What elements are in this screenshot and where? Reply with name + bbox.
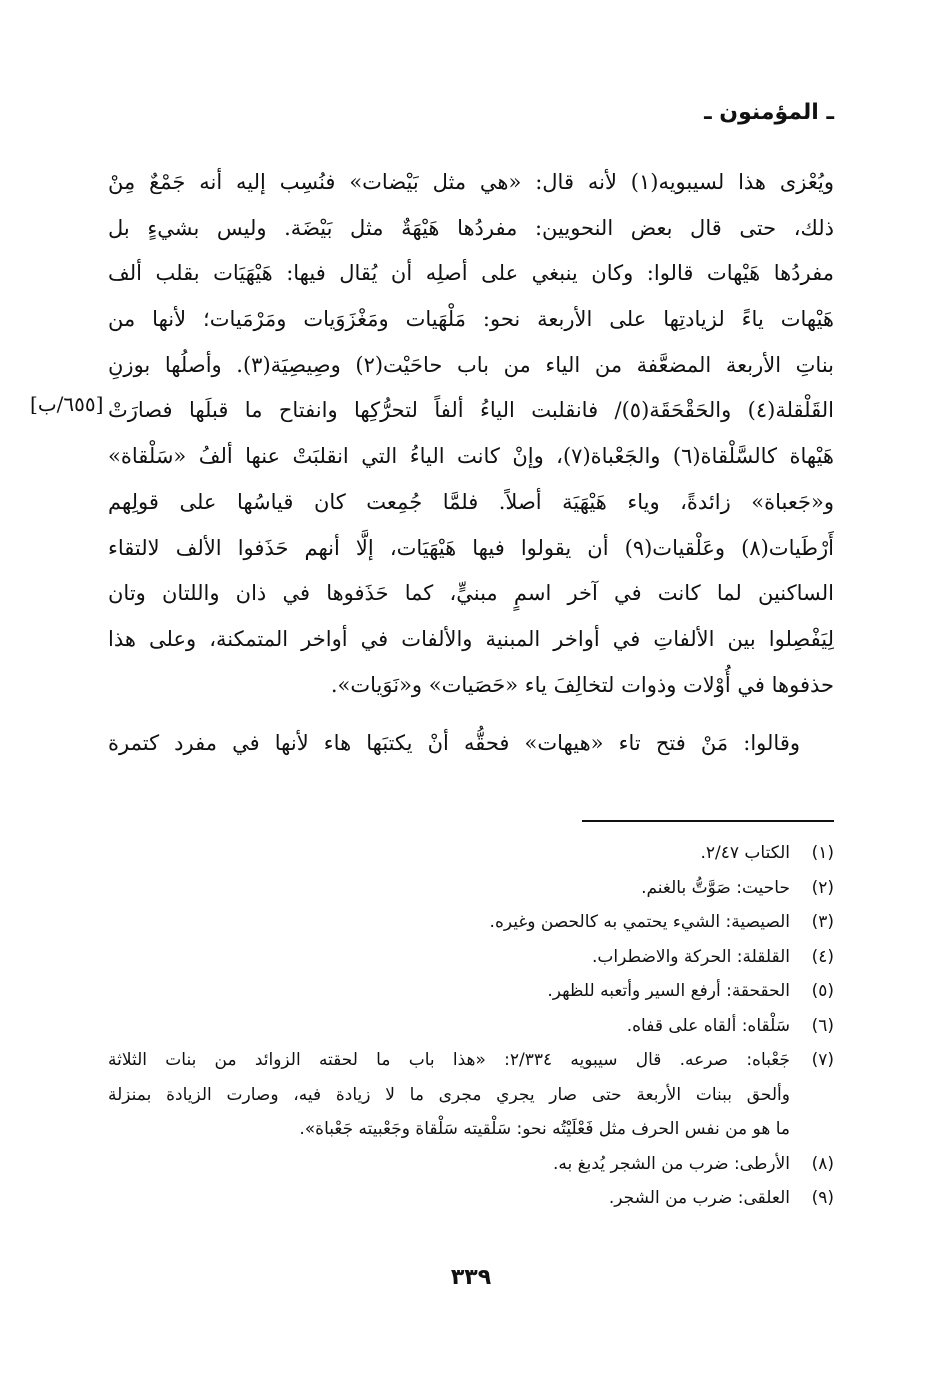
text-line: بناتِ الأربعة المضعَّفة من الياء من باب حاحَيْت(٢) وصِيصِيَة(٣). وأصلُها بوزنِ xyxy=(108,352,834,377)
text-line: هَيْهات ياءً لزيادتِها على الأربعة نحو: مَلْهَيات ومَغْزَوَيات ومَرْمَيات؛ لأنها من xyxy=(108,307,834,332)
footnote-text: سَلْقاه: ألقاه على قفاه. xyxy=(626,1015,790,1036)
footnote xyxy=(108,836,834,871)
footnotes xyxy=(108,836,834,1216)
footnote-text: القلقلة: الحركة والاضطراب. xyxy=(592,946,790,967)
text-line: مفردُها هَيْهات قالوا: وكان ينبغي على أصلِه أن يُقال فيها: هَيْهَيَات بقلب ألف xyxy=(108,261,834,286)
footnote-number: (٢) xyxy=(811,877,834,898)
text-line: هَيْهاة كالسَّلْقاة(٦) والجَعْباة(٧)، وإنْ كانت الياءُ التي انقلبَتْ عنها ألفُ «سَلْقاة» xyxy=(108,444,834,469)
footnote-number: (٧) xyxy=(811,1050,834,1070)
main-text xyxy=(108,160,834,708)
footnote-text: ما هو من نفس الحرف مثل فَعْلَيْتُه نحو: سَلْقيته سَلْقاة وجَعْبيته جَعْباة». xyxy=(299,1119,790,1139)
footnote-text: حاحيت: صَوَّتُّ بالغنم. xyxy=(641,877,790,898)
footnote xyxy=(108,940,834,975)
footnote-number: (٩) xyxy=(811,1188,834,1208)
text-line: الساكنين لما كانت في آخر اسمٍ مبنيٍّ، كما حَذَفوها في ذان واللتان وتان xyxy=(108,581,834,606)
text-line: و«جَعباة» زائدةً، وياء هَيْهَيَة أصلاً. فلمَّا جُمِعت كان قياسُها على قولِهم xyxy=(108,489,834,514)
manuscript-folio-note: [٦٥٥/ب] xyxy=(30,392,104,416)
footnote-text: الكتاب ٢/٤٧. xyxy=(700,843,790,863)
footnote xyxy=(108,1009,834,1044)
footnote-number: (٦) xyxy=(811,1015,834,1036)
text-line: أَرْطَيات(٨) وعَلْقيات(٩) أن يقولوا فيها هَيْهَيَات، إلَّا أنهم حَذَفوا الألف لالتقاء xyxy=(108,535,834,560)
footnote-number: (٣) xyxy=(811,912,834,932)
page-number: ٣٣٩ xyxy=(450,1265,492,1290)
text-line: ويُعْزى هذا لسيبويه(١) لأنه قال: «هي مثل بَيْضات» فنُسِب إليه أنه جَمْعٌ مِنْ xyxy=(108,170,834,194)
footnote-number: (٥) xyxy=(811,981,834,1001)
footnote-number: (٤) xyxy=(811,946,834,967)
paragraph-start-line: وقالوا: مَنْ فتح تاء «هيهات» فحقُّه أنْ يكتبَها هاء لأنها في مفرد كتمرة xyxy=(108,731,800,755)
footnote xyxy=(108,871,834,906)
running-header: ـ المؤمنون ـ xyxy=(704,100,834,125)
footnote xyxy=(108,1181,834,1216)
footnote xyxy=(108,1043,834,1147)
footnote-number: (١) xyxy=(811,843,834,863)
text-line: حذفوها في أُوْلات وذوات لتخالِفَ ياء «حَصَيات» و«نَوَيات». xyxy=(330,672,834,697)
footnote-number: (٨) xyxy=(811,1153,834,1174)
footnote-text: وألحق ببنات الأربعة حتى صار يجري مجرى ما لا زيادة فيه، وصارت الزيادة بمنزلة xyxy=(108,1084,790,1105)
footnote-text: جَعْباه: صرعه. قال سيبويه ٢/٣٣٤: «هذا باب ما لحقته الزوائد من بنات الثلاثة xyxy=(108,1050,790,1070)
footnote xyxy=(108,1147,834,1182)
footnote xyxy=(108,974,834,1009)
footnote-text: الأرطى: ضرب من الشجر يُدبغ به. xyxy=(552,1153,790,1174)
text-line: ذلك، حتى قال بعض النحويين: مفردُها هَيْهَةٌ مثل بَيْضَة. وليس بشيءٍ بل xyxy=(108,215,834,240)
footnote xyxy=(108,905,834,940)
footnote-separator xyxy=(582,820,834,822)
footnote-text: الحقحقة: أرفع السير وأتعبه للظهر. xyxy=(547,981,790,1001)
text-line: لِيَفْصِلوا بين الألفاتِ في أواخر المبنية والألفات في أواخر المتمكنة، وعلى هذا xyxy=(108,626,834,651)
footnote-text: الصيصية: الشيء يحتمي به كالحصن وغيره. xyxy=(489,912,790,932)
text-line: القَلْقلة(٤) والحَقْحَقَة(٥)/ فانقلبت الياءُ ألفاً لتحرُّكِها وانفتاح ما قبلَها فصارَتْ xyxy=(108,398,834,423)
footnote-text: العلقى: ضرب من الشجر. xyxy=(608,1188,790,1208)
